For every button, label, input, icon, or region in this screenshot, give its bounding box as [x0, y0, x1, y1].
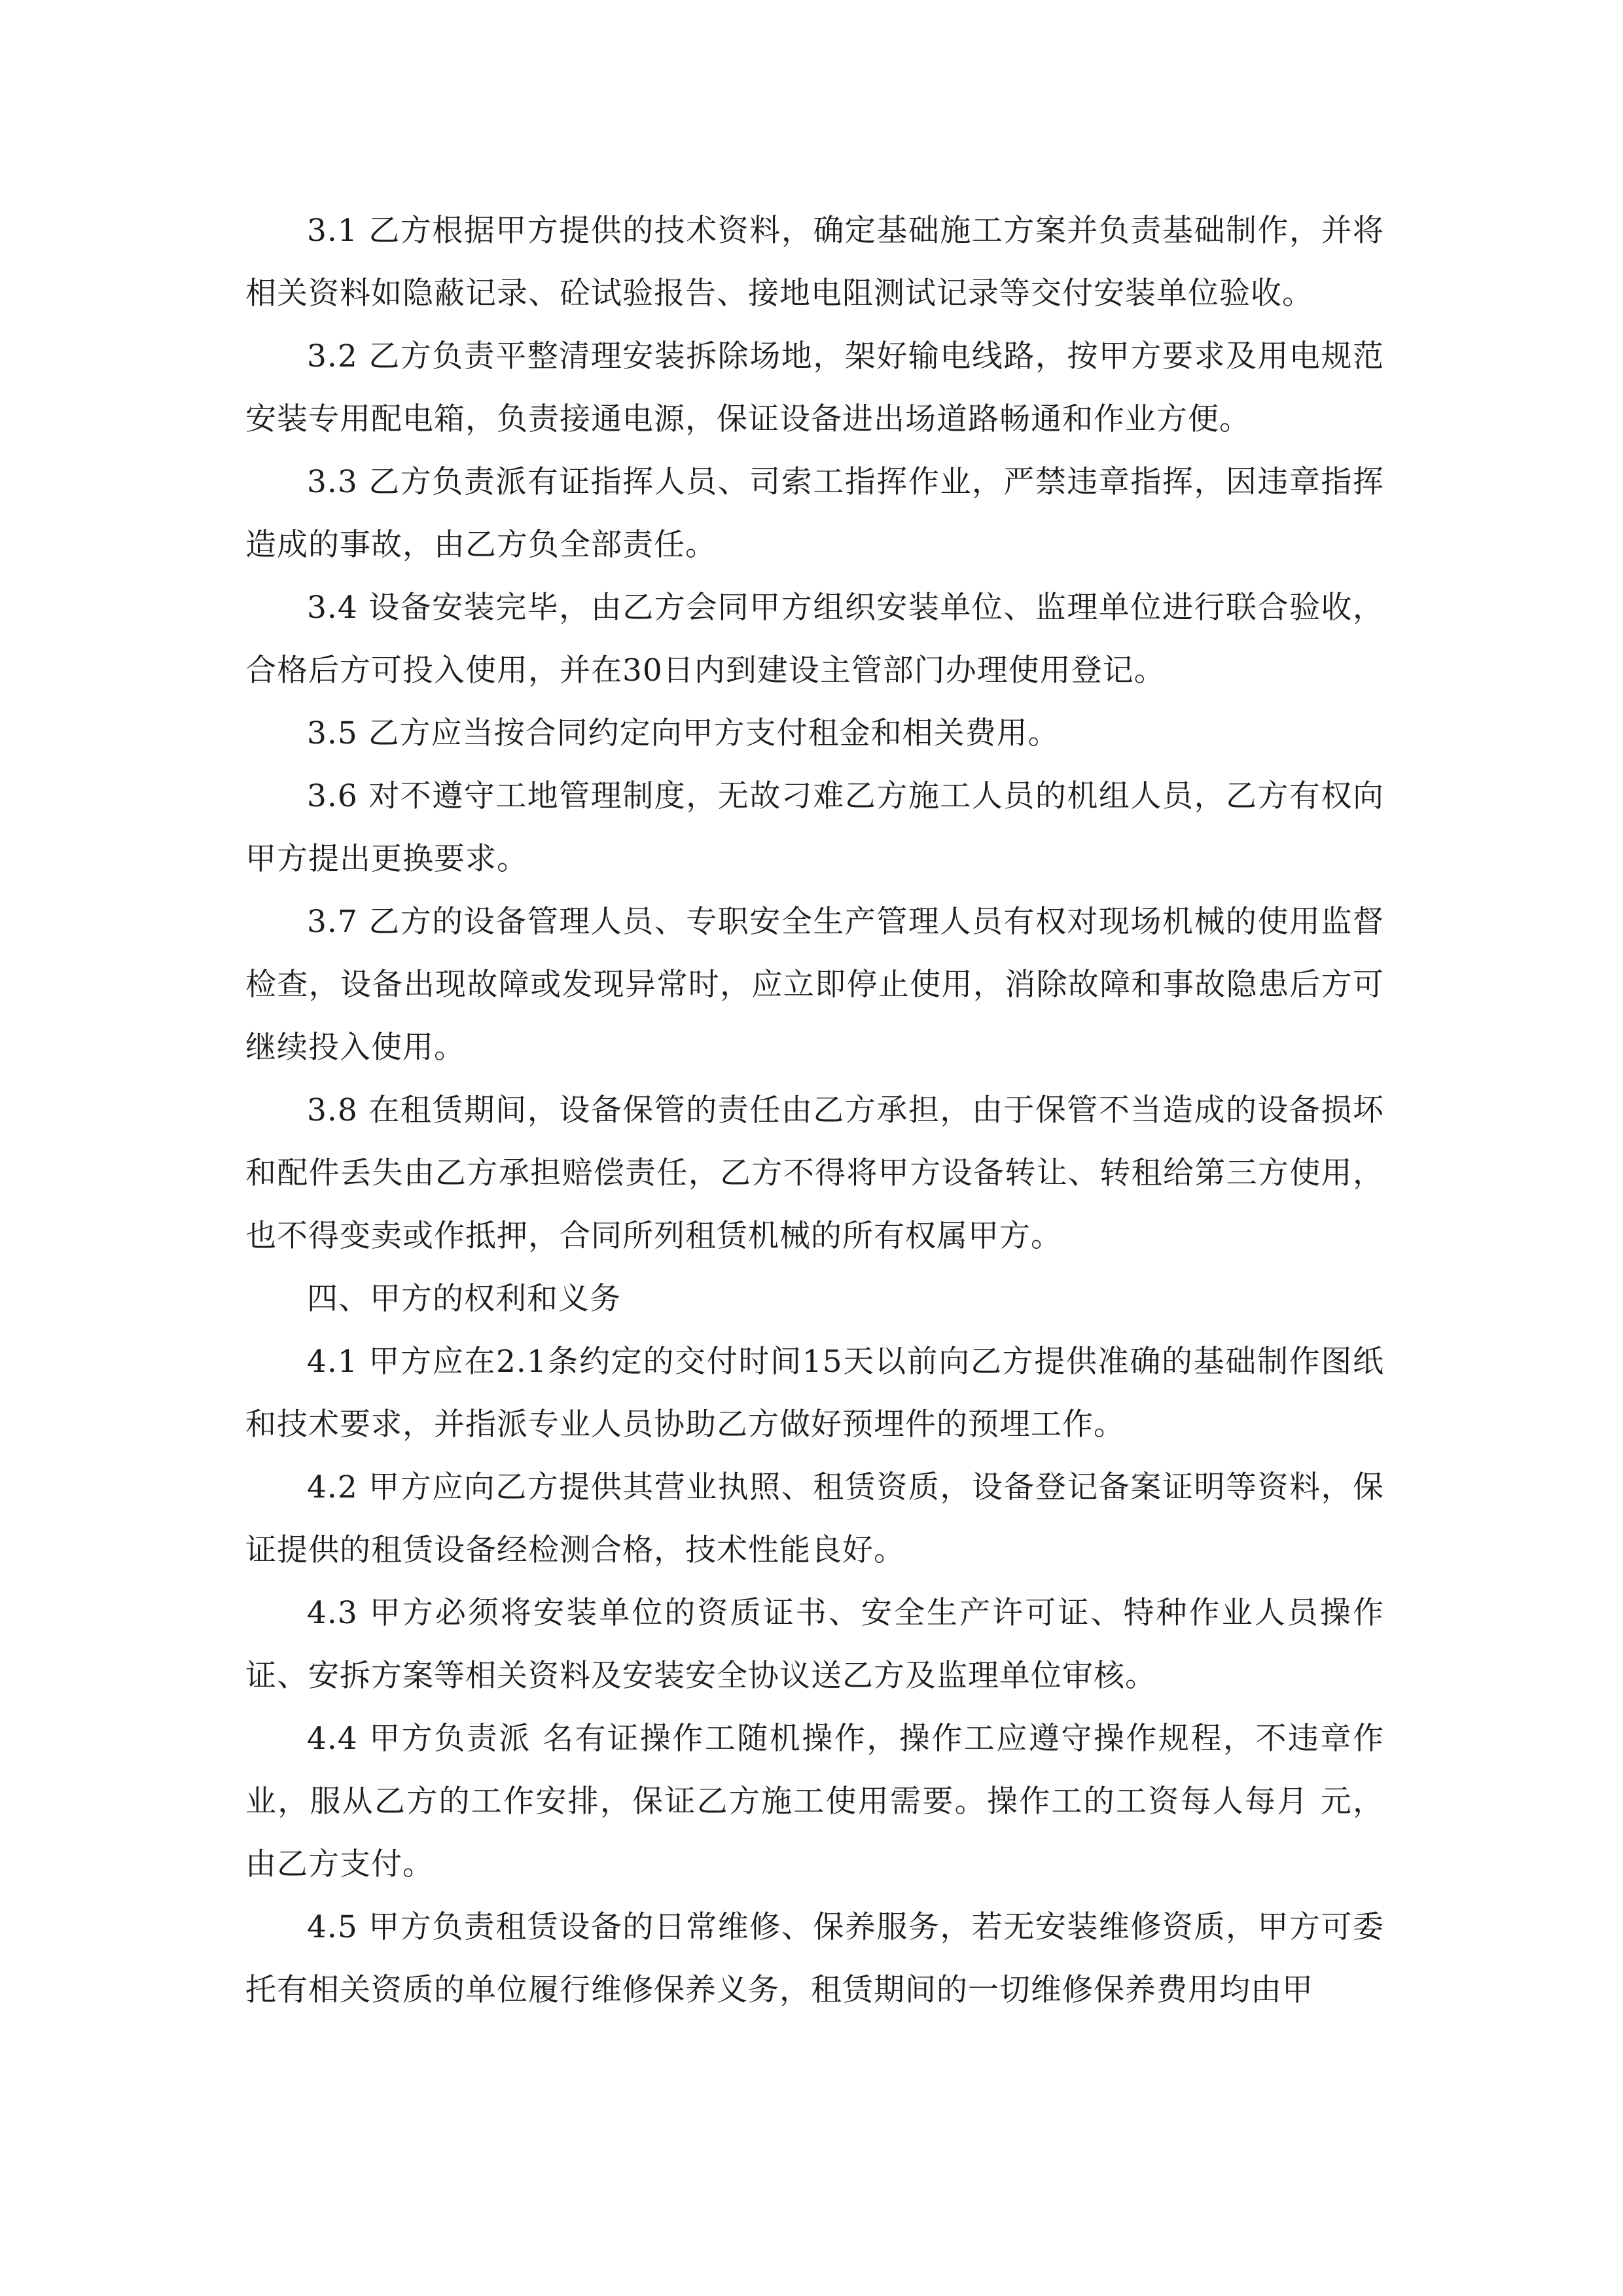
clause-4-5: 4.5 甲方负责租赁设备的日常维修、保养服务，若无安装维修资质，甲方可委托有相关资质的单位履行维修保养义务，租赁期间的一切维修保养费用均由甲 — [245, 1909, 1384, 2008]
document-body — [245, 200, 1384, 2022]
clause-3-7: 3.7 乙方的设备管理人员、专职安全生产管理人员有权对现场机械的使用监督检查，设备出现故障或发现异常时，应立即停止使用，消除故障和事故隐患后方可继续投入使用。 — [245, 904, 1384, 1066]
clause-4-4: 4.4 甲方负责派 名有证操作工随机操作，操作工应遵守操作规程，不违章作业，服从乙方的工作安排，保证乙方施工使用需要。操作工的工资每人每月 元，由乙方支付。 — [245, 1721, 1384, 1882]
clause-4-3: 4.3 甲方必须将安装单位的资质证书、安全生产许可证、特种作业人员操作证、安拆方案等相关资料及安装安全协议送乙方及监理单位审核。 — [245, 1595, 1384, 1694]
clause-3-8: 3.8 在租赁期间，设备保管的责任由乙方承担，由于保管不当造成的设备损坏和配件丢失由乙方承担赔偿责任，乙方不得将甲方设备转让、转租给第三方使用，也不得变卖或作抵押，合同所列租赁机械的所有权属甲方。 — [245, 1092, 1384, 1254]
clause-3-5: 3.5 乙方应当按合同约定向甲方支付租金和相关费用。 — [307, 715, 1060, 751]
clause-3-4: 3.4 设备安装完毕，由乙方会同甲方组织安装单位、监理单位进行联合验收，合格后方可投入使用，并在30日内到建设主管部门办理使用登记。 — [245, 590, 1384, 689]
clause-3-1: 3.1 乙方根据甲方提供的技术资料，确定基础施工方案并负责基础制作，并将相关资料如隐蔽记录、砼试验报告、接地电阻测试记录等交付安装单位验收。 — [245, 213, 1384, 312]
section-heading-4: 四、甲方的权利和义务 — [307, 1281, 621, 1317]
clause-3-2: 3.2 乙方负责平整清理安装拆除场地，架好输电线路，按甲方要求及用电规范安装专用配电箱，负责接通电源，保证设备进出场道路畅通和作业方便。 — [245, 338, 1384, 437]
clause-4-2: 4.2 甲方应向乙方提供其营业执照、租赁资质，设备登记备案证明等资料，保证提供的租赁设备经检测合格，技术性能良好。 — [245, 1469, 1384, 1568]
clause-3-3: 3.3 乙方负责派有证指挥人员、司索工指挥作业，严禁违章指挥，因违章指挥造成的事故，由乙方负全部责任。 — [245, 464, 1384, 563]
clause-4-1: 4.1 甲方应在2.1条约定的交付时间15天以前向乙方提供准确的基础制作图纸和技术要求，并指派专业人员协助乙方做好预埋件的预埋工作。 — [245, 1344, 1384, 1443]
clause-3-6: 3.6 对不遵守工地管理制度，无故刁难乙方施工人员的机组人员，乙方有权向甲方提出更换要求。 — [245, 778, 1384, 877]
